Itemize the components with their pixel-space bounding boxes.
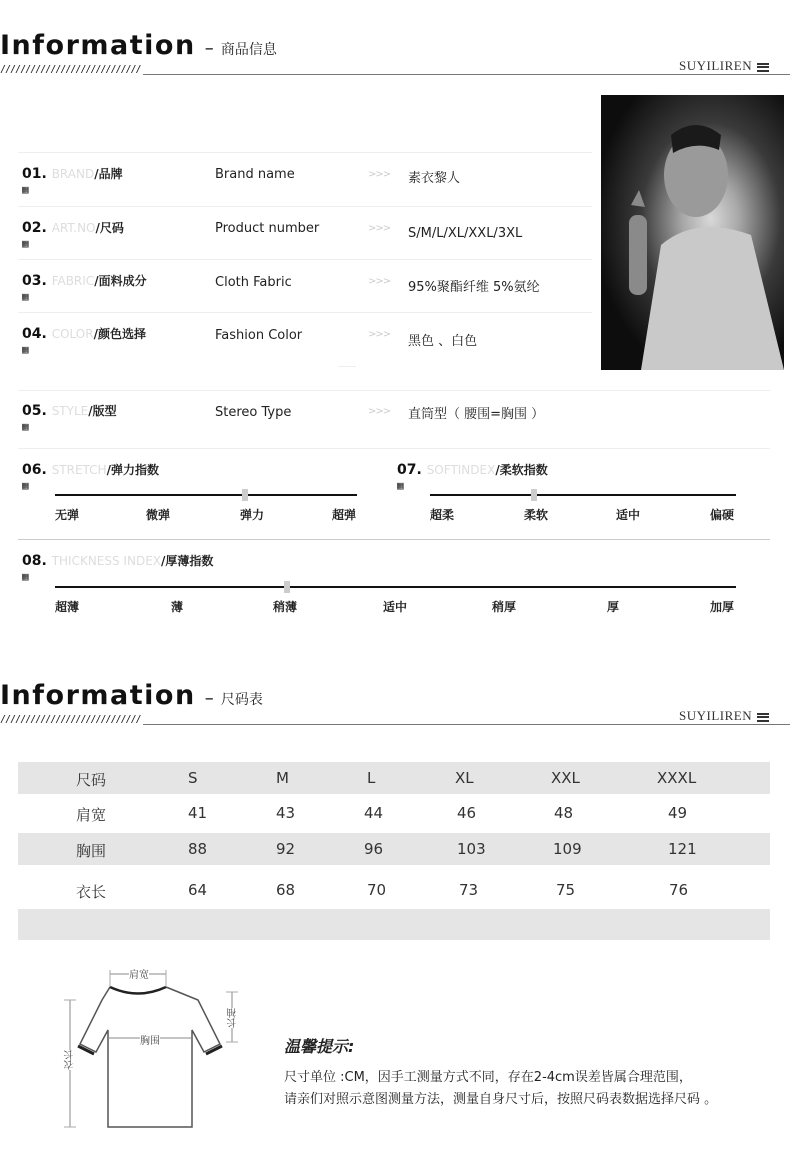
sleeve-label: 长袖 — [228, 1008, 239, 1028]
scale-label: 薄 — [171, 600, 184, 614]
row-label: Cloth Fabric — [215, 275, 292, 290]
section-title-text: Information — [0, 680, 196, 711]
row-number-label — [22, 325, 146, 342]
table-header-cell: XL — [455, 769, 474, 787]
row-divider — [18, 259, 592, 260]
row-divider — [18, 390, 770, 391]
brand-mark — [679, 708, 769, 724]
scale-label: 加厚 — [710, 600, 735, 614]
title-slashes: //////////////////////////// — [0, 64, 141, 75]
scale-label: 微弹 — [146, 508, 171, 522]
table-cell: 胸围 — [76, 842, 107, 860]
table-header-cell: 尺码 — [76, 771, 107, 789]
scale-title — [22, 552, 213, 569]
scale-label: 厚 — [607, 600, 620, 614]
row-cn-label: /面料成分 — [94, 274, 147, 288]
shoulder-label: 肩宽 — [129, 966, 149, 981]
row-label: Stereo Type — [215, 405, 292, 420]
scale-number: 06. — [22, 462, 47, 478]
scale-label: 稍薄 — [273, 600, 298, 614]
table-header-cell: M — [276, 769, 289, 787]
row-en-label: ART.NO — [51, 221, 96, 235]
menu-icon — [757, 63, 769, 72]
table-cell: 46 — [457, 804, 477, 822]
length-label: 衣长 — [65, 1050, 76, 1070]
scale-marker — [284, 581, 290, 593]
table-cell: 70 — [367, 881, 387, 899]
row-number-label — [22, 219, 124, 236]
table-cell: 75 — [556, 881, 576, 899]
scale-line — [55, 494, 357, 496]
table-cell: 44 — [364, 804, 384, 822]
row-divider — [338, 366, 356, 367]
table-cell: 96 — [364, 840, 384, 858]
section-subtitle: 尺码表 — [220, 692, 263, 708]
row-divider — [18, 448, 770, 449]
scale-en-label: SOFTINDEX — [426, 463, 496, 477]
row-divider — [18, 206, 592, 207]
row-number: 02. — [22, 220, 47, 236]
row-cn-label: /颜色选择 — [93, 327, 146, 341]
scale-cn-label: /柔软指数 — [495, 463, 548, 477]
row-divider — [18, 312, 592, 313]
header-divider — [143, 74, 790, 75]
row-label: Brand name — [215, 167, 295, 182]
table-cell: 92 — [276, 840, 296, 858]
row-divider — [18, 152, 592, 153]
scale-label: 偏硬 — [710, 508, 735, 522]
row-number: 01. — [22, 166, 47, 182]
scale-en-label: THICKNESS INDEX — [51, 554, 161, 568]
grid-icon: ▦ — [22, 479, 29, 492]
scale-marker — [242, 489, 248, 501]
section-title-product-info — [0, 30, 277, 61]
table-empty-row — [18, 909, 770, 940]
model-photo — [601, 95, 784, 370]
grid-icon: ▦ — [22, 237, 29, 250]
table-cell: 121 — [668, 840, 697, 858]
row-value: 直筒型（ 腰围=胸围 ） — [408, 407, 545, 422]
grid-icon: ▦ — [22, 570, 29, 583]
row-label: Fashion Color — [215, 328, 303, 343]
header-divider — [143, 724, 790, 725]
row-number: 04. — [22, 326, 47, 342]
table-cell: 41 — [188, 804, 208, 822]
scale-label: 稍厚 — [492, 600, 517, 614]
row-value: S/M/L/XL/XXL/3XL — [408, 226, 523, 241]
row-divider — [18, 539, 770, 540]
table-cell: 43 — [276, 804, 296, 822]
row-value: 黑色 、白色 — [408, 334, 478, 349]
row-value: 95%聚酯纤维 5%氨纶 — [408, 280, 540, 295]
scale-label: 无弹 — [55, 508, 80, 522]
table-row — [18, 874, 770, 906]
tips-title: 温馨提示: — [284, 1037, 355, 1056]
row-en-label: COLOR — [51, 327, 94, 341]
table-cell: 49 — [668, 804, 688, 822]
grid-icon: ▦ — [22, 290, 29, 303]
table-header-cell: XXXL — [657, 769, 697, 787]
section-title-size-chart — [0, 680, 263, 711]
row-en-label: FABRIC — [51, 274, 95, 288]
arrow-icon: >>> — [368, 169, 391, 180]
tshirt-outline-icon — [58, 962, 248, 1137]
row-cn-label: /品牌 — [94, 167, 123, 181]
table-cell: 73 — [459, 881, 479, 899]
row-number-label — [22, 272, 147, 289]
arrow-icon: >>> — [368, 406, 391, 417]
brand-mark — [679, 58, 769, 74]
table-row — [18, 833, 770, 865]
scale-cn-label: /厚薄指数 — [161, 554, 214, 568]
brand-text: SUYILIREN — [679, 708, 753, 723]
scale-label: 超柔 — [430, 508, 455, 522]
scale-title — [22, 461, 159, 478]
size-table — [18, 762, 770, 942]
scale-number: 07. — [397, 462, 422, 478]
row-label: Product number — [215, 221, 320, 236]
chest-label: 胸围 — [140, 1032, 160, 1047]
row-number: 05. — [22, 403, 47, 419]
table-cell: 88 — [188, 840, 208, 858]
menu-icon — [757, 713, 769, 722]
table-cell: 衣长 — [76, 883, 107, 901]
grid-icon: ▦ — [22, 343, 29, 356]
scale-label: 超薄 — [55, 600, 80, 614]
arrow-icon: >>> — [368, 329, 391, 340]
title-dash: – — [204, 688, 214, 709]
row-en-label: STYLE — [51, 404, 89, 418]
scale-label: 超弹 — [332, 508, 357, 522]
section-title-text: Information — [0, 30, 196, 61]
scale-label: 弹力 — [240, 508, 265, 522]
scale-en-label: STRETCH — [51, 463, 107, 477]
title-dash: – — [204, 38, 214, 59]
row-number-label — [22, 402, 117, 419]
table-cell: 76 — [669, 881, 689, 899]
grid-icon: ▦ — [22, 420, 29, 433]
brand-text: SUYILIREN — [679, 58, 753, 73]
scale-line — [55, 586, 736, 588]
scale-label: 适中 — [616, 508, 641, 522]
scale-title — [397, 461, 548, 478]
table-cell: 68 — [276, 881, 296, 899]
table-cell: 64 — [188, 881, 208, 899]
table-row — [18, 797, 770, 829]
grid-icon: ▦ — [397, 479, 404, 492]
row-value: 素衣黎人 — [408, 171, 461, 186]
model-silhouette-icon — [601, 95, 784, 370]
table-cell: 肩宽 — [76, 806, 107, 824]
table-cell: 48 — [554, 804, 574, 822]
scale-marker — [531, 489, 537, 501]
row-number: 03. — [22, 273, 47, 289]
table-header-cell: XXL — [551, 769, 580, 787]
title-slashes: //////////////////////////// — [0, 714, 141, 725]
tips-line-1: 尺寸单位 :CM，因手工测量方式不同，存在2-4cm误差皆属合理范围， — [284, 1070, 692, 1085]
tips-line-2: 请亲们对照示意图测量方法，测量自身尺寸后，按照尺码表数据选择尺码 。 — [284, 1092, 718, 1107]
scale-cn-label: /弹力指数 — [106, 463, 159, 477]
arrow-icon: >>> — [368, 223, 391, 234]
table-cell: 103 — [457, 840, 486, 858]
table-cell: 109 — [553, 840, 582, 858]
section-subtitle: 商品信息 — [220, 42, 277, 58]
row-number-label — [22, 165, 123, 182]
arrow-icon: >>> — [368, 276, 391, 287]
scale-number: 08. — [22, 553, 47, 569]
grid-icon: ▦ — [22, 183, 29, 196]
scale-label: 适中 — [383, 600, 408, 614]
row-cn-label: /尺码 — [95, 221, 124, 235]
row-cn-label: /版型 — [88, 404, 117, 418]
row-en-label: BRAND — [51, 167, 95, 181]
scale-line — [430, 494, 736, 496]
table-header-row — [18, 762, 770, 794]
tshirt-diagram — [58, 962, 248, 1137]
table-header-cell: L — [367, 769, 376, 787]
table-header-cell: S — [188, 769, 198, 787]
scale-label: 柔软 — [524, 508, 549, 522]
